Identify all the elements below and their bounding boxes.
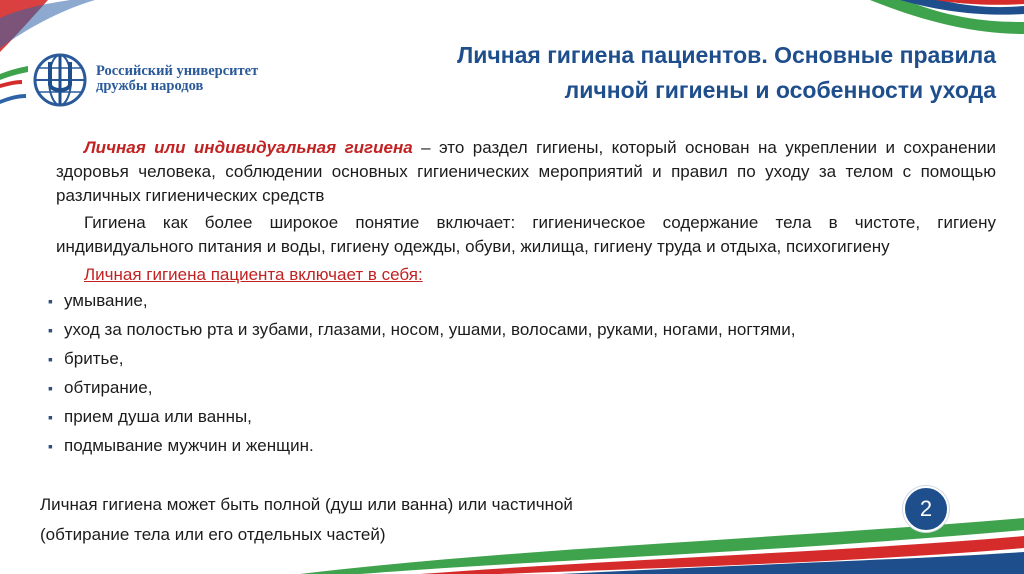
slide-title [316,38,996,108]
logo-text [96,64,258,94]
list-item: ▪ подмывание мужчин и женщин. [56,434,996,458]
broad-concept-paragraph: Гигиена как более широкое понятие включает: гигиеническое содержание тела в чистоте, гигиену индивидуального питания и воды, гигиену одежды, обуви, жилища, гигиену труда и отдыха, психогигиену [56,213,996,256]
footer-line-2: (обтирание тела или его отдельных частей) [40,525,386,544]
slide-title-line-1: Личная гигиена пациентов. Основные правила [457,42,996,68]
list-item: ▪ умывание, [56,289,996,313]
footer-line-1: Личная гигиена может быть полной (душ или ванна) или частичной [40,495,573,514]
slide-body [56,136,996,463]
definition-text: – это раздел гигиены, который основан на укреплении и сохранении здоровья человека, соблюдении основных гигиенических мероприятий и правил по уходу за телом с помощью различных гигиенических средств [56,138,996,205]
definition-term: Личная или индивидуальная гигиена [84,138,413,157]
university-logo [32,52,312,108]
page-number-badge: 2 [903,486,949,532]
list-item: ▪ обтирание, [56,376,996,400]
list-item: ▪ уход за полостью рта и зубами, глазами, носом, ушами, волосами, руками, ногами, ногтями, [56,318,996,342]
globe-emblem-icon [32,52,88,108]
logo-line-1: Российский университет [96,63,259,79]
hygiene-list [56,289,996,458]
list-item: ▪ прием душа или ванны, [56,405,996,429]
logo-line-2: дружбы народов [96,78,204,94]
slide-title-line-2: личной гигиены и особенности ухода [564,77,996,103]
list-item: ▪ бритье, [56,347,996,371]
definition-paragraph [56,136,996,208]
list-heading: Личная гигиена пациента включает в себя: [84,265,423,284]
footer-note [40,490,740,550]
